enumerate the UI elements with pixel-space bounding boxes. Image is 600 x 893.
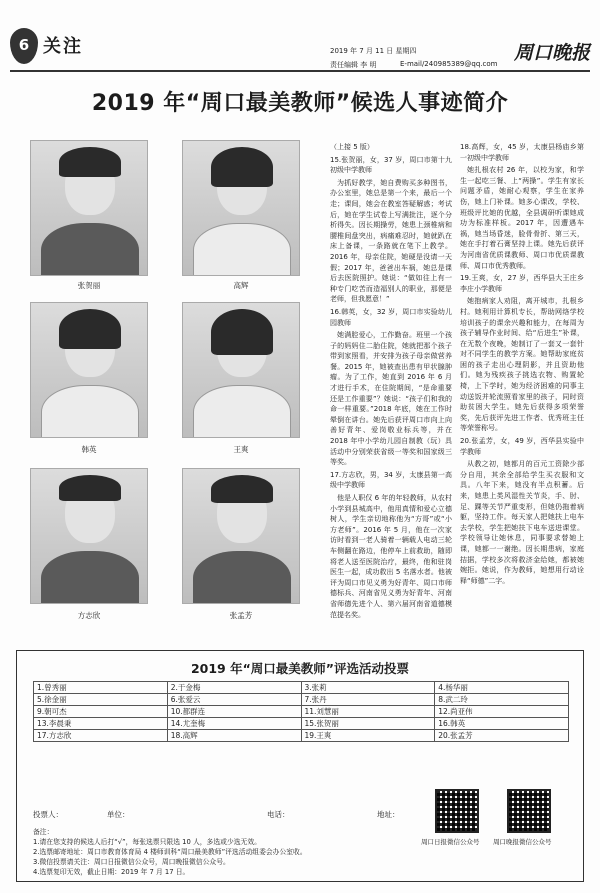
email-line: E-mail/240985389@qq.com [400, 60, 498, 68]
candidate-cell[interactable]: 3.张莉 [301, 682, 435, 694]
article-heading: 15.张贺丽，女，37 岁，周口市第十九初级中学教师 [330, 155, 452, 175]
article-paragraph: （上接 5 版） [330, 143, 374, 151]
qr-code-icon [435, 789, 479, 833]
portrait-photo [30, 140, 148, 276]
article-heading: 20.张孟芳，女，49 岁，西华县实验中学教师 [460, 437, 584, 456]
page-number: 6 [10, 28, 38, 64]
photo-caption: 王爽 [233, 445, 249, 454]
article-column-2 [460, 142, 584, 638]
voter-label: 投票人： [33, 810, 63, 819]
portrait-photo [30, 302, 148, 438]
candidate-cell[interactable]: 17.方志欣 [34, 730, 168, 742]
photo-caption: 张孟芳 [229, 611, 253, 620]
article-paragraph: 从教之初，她都月的百元工资除少部分自用，其余全部给学生买衣服和文具。八年下来，她没有半点积蓄。后来，她患上类风湿性关节炎，手、肘、足、踝等关节严重变形，但她仍拖着病躯，坚持工作。每天家人把她扶上电车去学校，学生把她扶下电车送进课堂。学校领导让她休息，同事要求替她上课，她都一一谢绝。因长期患病，家庭拮据，学校多次将救济金给她，都被她婉拒。她说，作为教师，她想用行动诠释“师德”二字。 [460, 460, 584, 585]
candidate-cell[interactable]: 10.都群连 [167, 706, 301, 718]
page-title: 2019 年“周口最美教师”候选人事迹简介 [91, 91, 509, 116]
section-name: 关注 [43, 36, 83, 57]
article-heading: 18.高辉，女，45 岁，太康县杨庙乡第一初级中学教师 [460, 143, 584, 162]
photo-grid [30, 132, 320, 632]
notes-title: 备注： [33, 828, 54, 836]
candidate-cell[interactable]: 12.尚亚伟 [435, 706, 569, 718]
article-paragraph: 为抓好教学，她自费购买多种图书，办公室里，她总是第一个来，最后一个走；课间，她会在教室答疑解惑；考试后，她在学生试卷上写满批注，逐个分析得失。因长期操劳，她患上颈椎病和腰椎间盘突出，病痛难忍时，她就趴在床上备课，一条路就在笔下上教学。2016 年，母亲住院，她硬是没请一天假；2017 年，爸爸出车祸，她总是课后去医院照护。她说：“做如往上有一种专门吃苦而造福别人的职业，那便是老师，但我愿意！” [330, 178, 452, 304]
portrait-photo [182, 302, 300, 438]
candidate-cell[interactable]: 2.于金梅 [167, 682, 301, 694]
candidate-cell[interactable]: 13.李晨秉 [34, 718, 168, 730]
qr-caption: 周口晚报微信公众号 [493, 838, 552, 846]
portrait-photo [182, 468, 300, 604]
editor-line: 责任编辑 李 明 [330, 61, 377, 69]
qr-code-icon [507, 789, 551, 833]
qr-caption: 周口日报微信公众号 [421, 838, 480, 846]
note-line: 1.请在您支持的候选人后打“√”，每张选票只限选 10 人，多选或少选无效。 [33, 838, 261, 846]
newspaper-logo: 周口晚报 [513, 42, 590, 64]
candidate-cell[interactable]: 19.王爽 [301, 730, 435, 742]
article-paragraph: 她抱病家人劝阻，离开城市，扎根乡村。她利用计算机专长，帮助网络学校培训孩子的课余兴趣和能力，在每周为孩子辅导作业时间、给“后进生”补课，在无数个夜晚，她制订了一套又一套针对不同学生的教学方案。她帮助家庭贫困的孩子走出心理阴影，并且资助他们。她为残疾孩子挑选衣物、购置轮椅，上下学时，她为经济困难的同事主动送饭并轮流照看家里的孩子，同时资助贫困大学生。她先后获得多项荣誉奖，先后获评先进工作者、优秀班主任等荣誉称号。 [460, 297, 584, 433]
candidate-cell[interactable]: 4.杨华丽 [435, 682, 569, 694]
header-rule [10, 70, 590, 72]
article-heading: 16.韩英，女，32 岁，周口市实验幼儿园教师 [330, 307, 452, 327]
candidate-cell[interactable]: 18.高辉 [167, 730, 301, 742]
candidate-cell[interactable]: 9.朝可杰 [34, 706, 168, 718]
article-paragraph: 她满腔爱心，工作勤奋。班里一个孩子的妈妈住二胎住院，她就把那个孩子带到家照看，并安排为孩子母亲做营养餐。2015 年，她被查出患有甲状腺肿瘤。为了工作，她直到 2016 年 6 月才进行手术，在住院期间，“是命重要还是工作重要”？她说：“孩子们和我的命一样重要。”2018 年底，她在工作时晕倒在讲台。她先后获评周口市向上向善好青年、爱岗敬业标兵等，并在 2018 年中小学幼儿园自制教（玩）具活动中分别荣获省级一等奖和国家级三等奖。 [330, 331, 452, 467]
article-heading: 17.方志欣，男，34 岁，太康县第一高级中学教师 [330, 470, 452, 490]
photo-caption: 高辉 [233, 281, 249, 290]
candidate-cell[interactable]: 5.徐金丽 [34, 694, 168, 706]
ballot-notes [33, 827, 403, 877]
photo-caption: 张贺丽 [77, 281, 101, 290]
article-heading: 19.王爽，女，27 岁，西华县大王庄乡李庄小学教师 [460, 274, 584, 293]
portrait-photo [30, 468, 148, 604]
candidate-cell[interactable]: 11.刘慧丽 [301, 706, 435, 718]
candidate-cell[interactable]: 14.尤奎梅 [167, 718, 301, 730]
candidate-cell[interactable]: 8.武二玲 [435, 694, 569, 706]
note-line: 2.选票邮寄地址：周口市教育体育局 4 楼师训科“周口最美教师”评选活动组委会办公室收。 [33, 848, 307, 856]
phone-label: 电话： [267, 810, 290, 819]
candidate-cell[interactable]: 7.张丹 [301, 694, 435, 706]
article-paragraph: 他是人职仅 6 年的年轻教师，从农村小学到县城高中，他用真情和爱心立德树人，学生亲切地称他为“方哥”或“小方老师”。2016 年 5 月，他在一次家访时看到一老人骑着一辆载人电动三轮车侧翻在路边，他停车上前救助，随即将老人送至医院治疗，最终，他和驻岗医生一起，成功救出 5 名落水者。他被评为周口市见义勇为好青年、周口市师德标兵、河南省见义勇为好青年、河南省师德先进个人、第六届河南省道德模范提名奖。 [330, 494, 452, 619]
article-column-1 [330, 142, 452, 638]
candidate-cell[interactable]: 20.张孟芳 [435, 730, 569, 742]
page-header [10, 10, 590, 70]
candidate-cell[interactable]: 1.曾秀丽 [34, 682, 168, 694]
ballot-title: 2019 年“周口最美教师”评选活动投票 [190, 661, 410, 676]
date-line: 2019 年 7 月 11 日 星期四 [330, 47, 417, 55]
candidate-table [33, 681, 569, 742]
photo-caption: 方志欣 [77, 611, 101, 620]
candidate-cell[interactable]: 15.张贺丽 [301, 718, 435, 730]
voting-ballot [16, 650, 584, 882]
note-line: 4.选票复印无效，截止日期：2019 年 7 月 17 日。 [33, 868, 190, 876]
candidate-cell[interactable]: 16.韩英 [435, 718, 569, 730]
address-label: 地址： [377, 810, 400, 819]
portrait-photo [182, 140, 300, 276]
note-line: 3.微信投票请关注：周口日报微信公众号，周口晚报微信公众号。 [33, 858, 230, 866]
article-paragraph: 她扎根农村 26 年，以校为家，和学生一起吃三餐、上“两操”。学生有家长问题矛盾，她耐心观察，学生在家养伤，她上门补课。她多心课改，学校、班级评比她的优越，全县调研听课她成功为标准样板。2017 年，因遭遇车祸，她当场昏迷，脸骨骨折、第三天，她在手打着石膏坚持上课。她先后获评为河南省优质课教师、周口市优质课教师、周口市优秀教师。 [460, 166, 584, 270]
candidate-cell[interactable]: 6.张爱云 [167, 694, 301, 706]
unit-label: 单位： [107, 810, 130, 819]
photo-caption: 韩英 [81, 445, 97, 454]
